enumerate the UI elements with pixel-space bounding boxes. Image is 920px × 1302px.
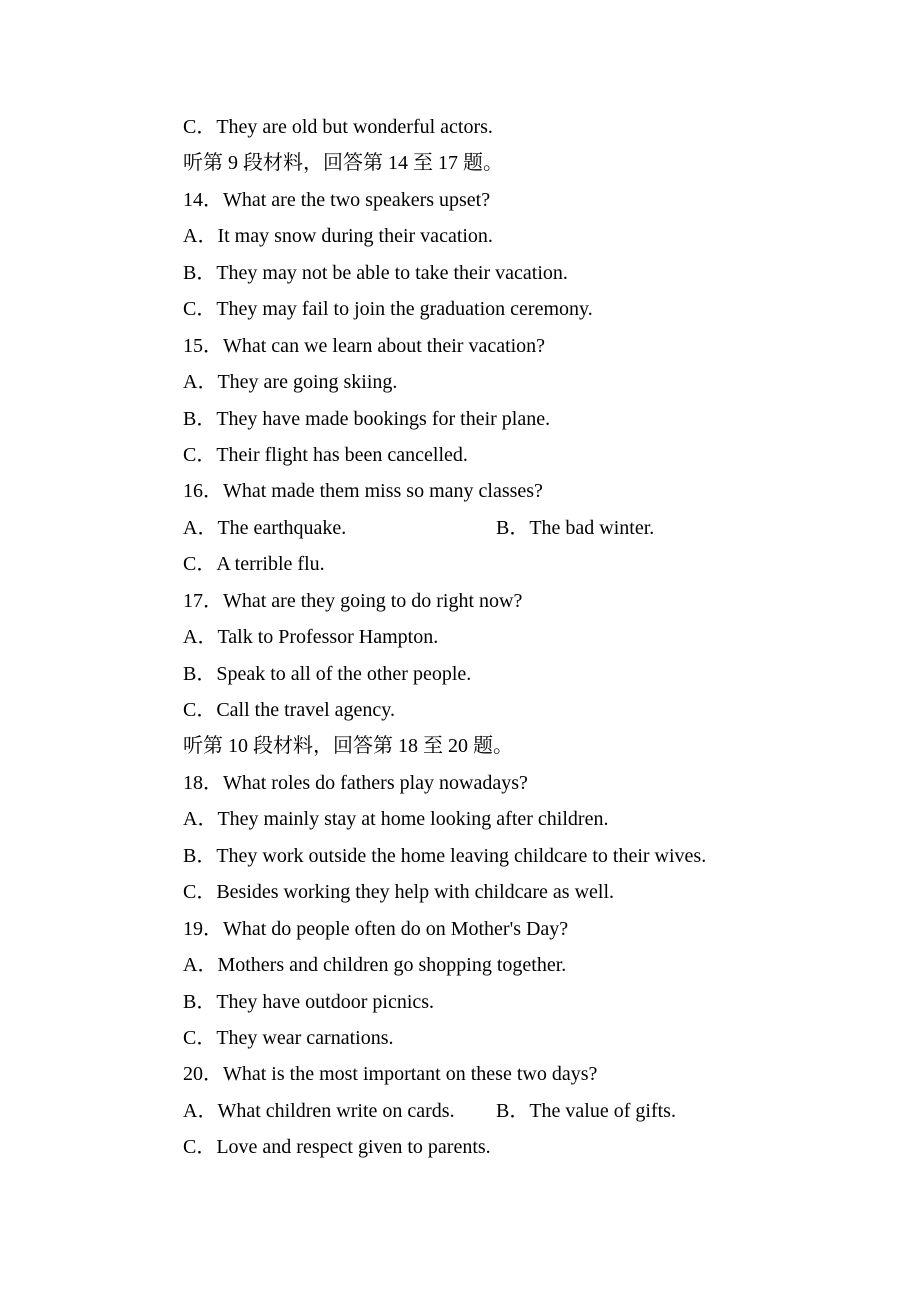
answer-option [183,619,706,655]
line-text: C．Call the travel agency. [183,699,395,721]
answer-option [183,692,706,728]
line-text: A．The earthquake. [183,516,347,539]
answer-option [183,874,706,910]
answer-option [183,437,706,473]
line-text: B．They have made bookings for their plane. [183,407,551,430]
answer-option [183,838,706,874]
answer-option [183,1020,706,1056]
line-text: 14．What are the two speakers upset? [183,188,491,211]
answer-option-second-column: B．The bad winter. [496,516,655,539]
question [183,1056,706,1092]
section-instruction [183,728,706,764]
line-text: C．Love and respect given to parents. [183,1136,491,1159]
line-text: 17．What are they going to do right now? [183,589,523,612]
line-text: 20．What is the most important on these two days? [183,1063,598,1086]
line-text: A．Mothers and children go shopping together. [183,954,567,977]
answer-option [183,656,706,692]
question [183,911,706,947]
answer-option [183,1093,706,1129]
line-text: C．Their flight has been cancelled. [183,443,468,466]
line-text: 听第 9 段材料，回答第 14 至 17 题。 [183,152,503,175]
line-text: 15．What can we learn about their vacation? [183,334,546,357]
question [183,583,706,619]
line-text: 18．What roles do fathers play nowadays? [183,771,528,794]
line-text: C．They wear carnations. [183,1026,394,1049]
line-text: A．What children write on cards. [183,1099,455,1122]
section-instruction [183,145,706,181]
line-text: A．They are going skiing. [183,371,398,394]
question [183,328,706,364]
line-text: A．Talk to Professor Hampton. [183,626,439,649]
answer-option [183,510,706,546]
line-text: C．They may fail to join the graduation ceremony. [183,298,593,321]
answer-option [183,255,706,291]
answer-option [183,109,706,145]
line-text: 听第 10 段材料，回答第 18 至 20 题。 [183,735,513,758]
line-text: B．Speak to all of the other people. [183,662,472,685]
answer-option [183,947,706,983]
answer-option [183,546,706,582]
line-text: C．They are old but wonderful actors. [183,116,493,138]
question [183,182,706,218]
answer-option [183,291,706,327]
line-text: 16．What made them miss so many classes? [183,480,543,503]
line-text: A．They mainly stay at home looking after children. [183,808,609,831]
line-text: B．They work outside the home leaving childcare to their wives. [183,844,707,867]
answer-option [183,984,706,1020]
answer-option [183,364,706,400]
line-text: B．They have outdoor picnics. [183,990,435,1013]
document-body [183,109,706,1166]
line-text: C．Besides working they help with childcare as well. [183,881,615,904]
line-text: B．They may not be able to take their vacation. [183,261,568,284]
answer-option [183,218,706,254]
answer-option [183,1129,706,1165]
answer-option [183,801,706,837]
question [183,765,706,801]
question [183,473,706,509]
line-text: A．It may snow during their vacation. [183,225,493,248]
line-text: 19．What do people often do on Mother's Day? [183,917,569,940]
answer-option [183,401,706,437]
answer-option-second-column: B．The value of gifts. [496,1099,676,1122]
line-text: C．A terrible flu. [183,553,325,576]
